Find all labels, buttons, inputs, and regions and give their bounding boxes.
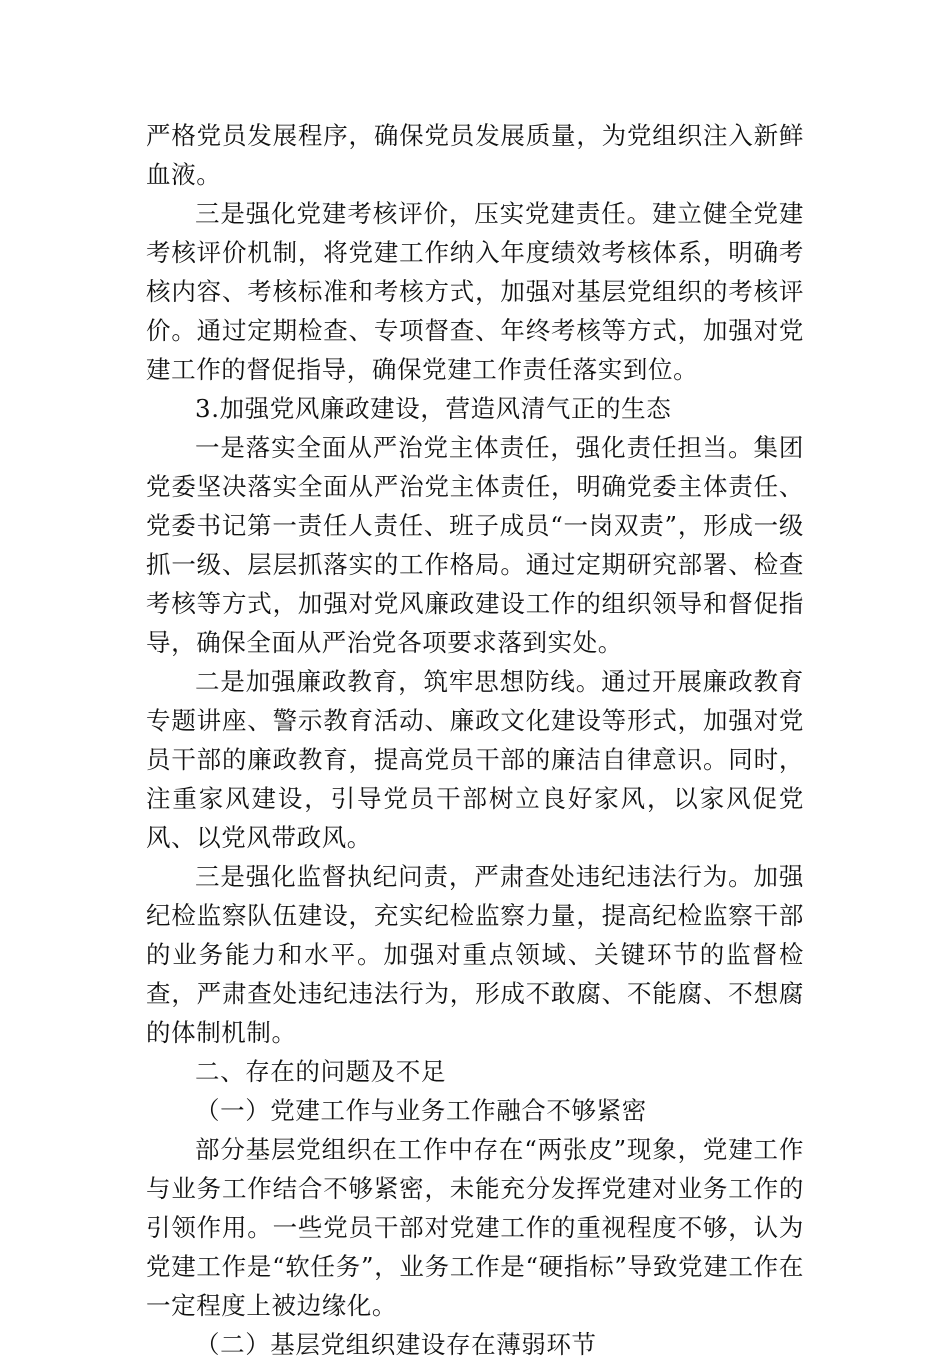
section-title-integrity: 3.加强党风廉政建设，营造风清气正的生态 [195, 394, 672, 423]
subsection-title-integration: （一）党建工作与业务工作融合不够紧密 [195, 1096, 647, 1125]
chapter-heading-problems: 二、存在的问题及不足 [195, 1057, 446, 1086]
paragraph-two-skins: 部分基层党组织在工作中存在“两张皮”现象，党建工作与业务工作结合不够紧密，未能充分发挥党建对业务工作的引领作用。一些党员干部对党建工作的重视程度不够，认为党建工作是“软任务”，业务工作是“硬指标”导致党建工作在一定程度上被边缘化。 [146, 1135, 804, 1320]
paragraph-main-responsibility: 一是落实全面从严治党主体责任，强化责任担当。集团党委坚决落实全面从严治党主体责任，明确党委主体责任、党委书记第一责任人责任、班子成员“一岗双责”，形成一级抓一级、层层抓落实的工作格局。通过定期研究部署、检查考核等方式，加强对党风廉政建设工作的组织领导和督促指导，确保全面从严治党各项要求落到实处。 [146, 433, 804, 657]
paragraph-party-assessment: 三是强化党建考核评价，压实党建责任。建立健全党建考核评价机制，将党建工作纳入年度绩效考核体系，明确考核内容、考核标准和考核方式，加强对基层党组织的考核评价。通过定期检查、专项督查、年终考核等方式，加强对党建工作的督促指导，确保党建工作责任落实到位。 [146, 199, 804, 384]
paragraph-integrity-education: 二是加强廉政教育，筑牢思想防线。通过开展廉政教育专题讲座、警示教育活动、廉政文化建设等形式，加强对党员干部的廉政教育，提高党员干部的廉洁自律意识。同时，注重家风建设，引导党员干部树立良好家风，以家风促党风、以党风带政风。 [146, 667, 804, 852]
subsection-title-grassroots: （二）基层党组织建设存在薄弱环节 [195, 1330, 597, 1359]
paragraph-supervision: 三是强化监督执纪问责，严肃查处违纪违法行为。加强纪检监察队伍建设，充实纪检监察力量，提高纪检监察干部的业务能力和水平。加强对重点领域、关键环节的监督检查，严肃查处违纪违法行为，形成不敢腐、不能腐、不想腐的体制机制。 [146, 862, 804, 1047]
paragraph-continued: 严格党员发展程序，确保党员发展质量，为党组织注入新鲜血液。 [146, 121, 804, 189]
document-body [146, 116, 804, 1364]
